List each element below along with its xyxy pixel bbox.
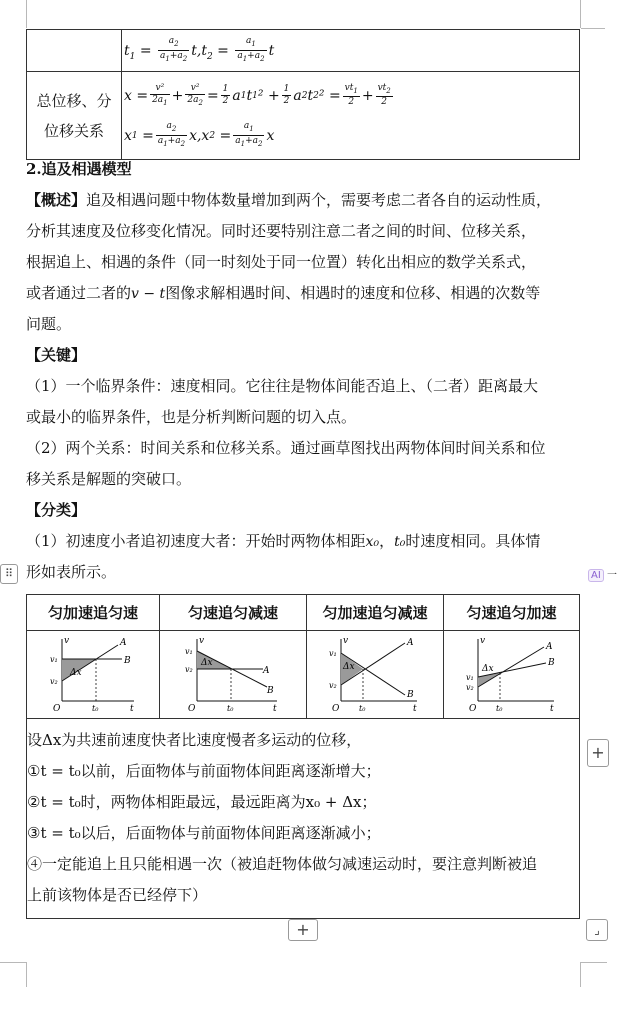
displacement-label-cell	[27, 72, 122, 160]
classify-text-1c: 时速度相同。具体情	[405, 532, 541, 550]
O-label: O	[53, 703, 61, 713]
overview-text-4b: 图像求解相遇时间、相遇时的速度和位移、相遇的次数等	[165, 284, 541, 302]
t-label: t	[413, 703, 417, 713]
classify-line-1	[26, 531, 540, 552]
v-label: v	[64, 635, 70, 646]
overview-line-4	[26, 283, 540, 304]
displacement-formula-cell	[122, 72, 580, 160]
overview-line-1	[26, 190, 551, 210]
header-cell-3: 匀加速追匀减速	[307, 595, 444, 631]
t0-label: t₀	[227, 703, 234, 713]
note-4: ④一定能追上且只能相遇一次（被追赶物体做匀减速运动时，要注意判断被追	[27, 855, 538, 873]
graph-cell-2	[160, 631, 307, 719]
dx-label: Δx	[70, 667, 82, 678]
classify-line-2: 形如表所示。	[26, 563, 117, 581]
v2-label: v₂	[329, 680, 337, 690]
vt-graph-1	[48, 633, 138, 713]
key-tag: 【关键】	[26, 346, 87, 364]
overview-text-4a: 或者通过二者的	[26, 284, 132, 302]
B-label: B	[407, 689, 414, 700]
partial-displacement-formula: x 1 = $\frac{a_2}{a_1+a_2}$ x,x 2 = $\frac{a_1}{a_1+a_2}$ x	[124, 121, 275, 148]
vt-math: v − t	[131, 286, 166, 302]
key-p1-line2: 或最小的临界条件，也是分析判断问题的切入点。	[26, 408, 357, 426]
v2-label: v₂	[50, 676, 58, 686]
key-p2-line2: 移关系是解题的突破口。	[26, 470, 192, 488]
time-formula: $t_1$ = $\frac{a_2}{a_1+a_2}$ $t,t_2$ = $\frac{a_1}{a_1+a_2}$ t	[124, 36, 275, 63]
graph-cell-4	[444, 631, 580, 719]
formula-table-empty-cell	[27, 30, 122, 72]
v1-label: v₁	[465, 672, 474, 682]
v1-label: v₁	[50, 654, 58, 664]
x0-math: x₀	[365, 534, 380, 550]
key-p1-line1: （1）一个临界条件：速度相同。它往往是物体间能否追上、（二者）距离最大	[26, 377, 539, 395]
classify-text-1b: ，	[379, 532, 395, 550]
overview-line-5: 问题。	[26, 315, 72, 333]
classify-tag: 【分类】	[26, 501, 87, 519]
header-cell-1: 匀加速追匀速	[27, 595, 160, 631]
displacement-label-line2: 位移关系	[43, 121, 104, 140]
key-p2-line1: （2）两个关系：时间关系和位移关系。通过画草图找出两物体间时间关系和位	[26, 439, 546, 457]
v1-label: v₁	[185, 646, 193, 656]
B-label: B	[124, 655, 131, 666]
header-cell-2: 匀速追匀减速	[160, 595, 307, 631]
ai-trail: 一	[606, 570, 617, 581]
notes-cell	[27, 719, 580, 919]
note-5: 上前该物体是否已经停下）	[27, 886, 208, 904]
classification-table	[26, 594, 580, 919]
crop-mark-bottom-left	[0, 962, 27, 987]
crop-mark-top-right-h	[581, 28, 605, 29]
crop-mark-bottom-right	[580, 962, 607, 987]
note-1: ①t = t₀以前，后面物体与前面物体间距离逐渐增大；	[27, 762, 381, 780]
O-label: O	[468, 703, 476, 713]
t0-label: t₀	[359, 703, 366, 713]
t-label: t	[549, 703, 554, 713]
section-heading: 2.追及相遇模型	[26, 160, 132, 178]
graph-cell-1	[27, 631, 160, 719]
vt-graph-2	[183, 633, 283, 713]
formula-table	[26, 29, 580, 160]
note-3: ③t = t₀以后，后面物体与前面物体间距离逐渐减小；	[27, 824, 381, 842]
v-label: v	[479, 635, 485, 646]
dx-label: Δx	[481, 663, 494, 674]
A-label: A	[407, 637, 414, 648]
B-label: B	[267, 685, 274, 696]
v1-label: v₁	[329, 648, 337, 658]
B-label: B	[547, 657, 555, 668]
t-label: t	[273, 703, 277, 713]
add-row-button[interactable]: +	[288, 919, 318, 941]
dx-label: Δx	[343, 661, 355, 672]
v-label: v	[343, 635, 349, 646]
note-2: ②t = t₀时，两物体相距最远，最远距离为x₀ + Δx；	[27, 793, 377, 811]
notes-list	[27, 725, 579, 911]
drag-handle-icon[interactable]: ⠿	[0, 564, 18, 584]
A-label: A	[120, 637, 127, 648]
overview-line-2: 分析其速度及位移变化情况。同时还要特别注意二者之间的时间、位移关系，	[26, 222, 537, 240]
note-0: 设Δx为共速前速度快者比速度慢者多运动的位移，	[27, 731, 362, 749]
overview-line-3: 根据追上、相遇的条件（同一时刻处于同一位置）转化出相应的数学关系式，	[26, 253, 537, 271]
A-label: A	[263, 665, 270, 676]
crop-mark-top-right	[580, 0, 581, 28]
displacement-label-line1: 总位移、分	[36, 91, 112, 110]
dx-label: Δx	[201, 657, 213, 668]
v2-label: v₂	[185, 664, 193, 674]
overview-tag: 【概述】	[26, 191, 87, 209]
resize-corner-icon[interactable]: ⌟	[586, 919, 608, 941]
vt-graph-3	[327, 633, 423, 713]
vt-graph-4	[464, 633, 560, 713]
crop-mark-top-left	[0, 0, 27, 28]
v-label: v	[199, 635, 205, 646]
t-label: t	[130, 703, 134, 713]
t0-label: t₀	[92, 703, 99, 713]
graph-cell-3	[307, 631, 444, 719]
O-label: O	[332, 703, 340, 713]
header-cell-4: 匀速追匀加速	[444, 595, 580, 631]
overview-text-1: 追及相遇问题中物体数量增加到两个，需要考虑二者各自的运动性质，	[86, 191, 552, 209]
t0-math: t₀	[394, 534, 406, 550]
classify-text-1a: （1）初速度小者追初速度大者：开始时两物体相距	[26, 532, 366, 550]
ai-label: AI	[588, 569, 604, 582]
O-label: O	[188, 703, 196, 713]
A-label: A	[545, 641, 552, 652]
total-displacement-formula: x = $\frac{\text{v²}}{2a_1}$ + $\frac{\text{v²}}{2a_2}$ = $\frac{1}{2}$ a 1 t 1 ² + $\frac{1}{2}$ a 2 t 2 ² = $\frac{vt_1}{2}$ + $\frac{vt_2}{2}$	[124, 82, 391, 108]
add-column-button[interactable]: +	[587, 739, 609, 767]
formula-table-time-cell	[122, 30, 580, 72]
ai-assistant-button[interactable]	[588, 566, 628, 584]
t0-label: t₀	[495, 703, 502, 713]
v2-label: v₂	[465, 682, 474, 692]
